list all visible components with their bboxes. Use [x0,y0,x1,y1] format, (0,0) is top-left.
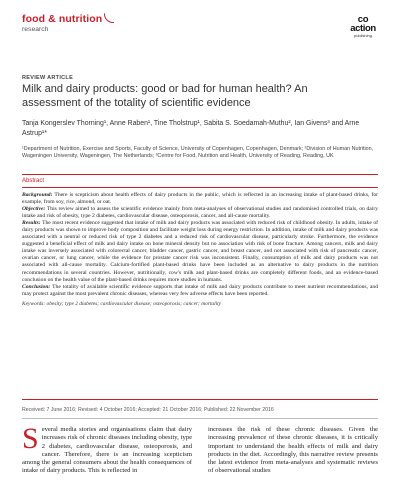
author-list: Tanja Kongerslev Thorning¹, Anne Raben¹, Tine Tholstrup¹, Sabita S. Soedamah-Muthu², Ian Givens³ and Arne Astrup¹* [22,120,360,137]
abstract-end-divider [22,399,378,400]
affiliations: ¹Department of Nutrition, Exercise and Sports, Faculty of Science, University of Copenhagen, Copenhagen, Denmark; ²Division of Human Nutrition, Wageningen University, Wageningen, The Netherlands; ³Centre for Food, Nutrition and Health, University of Reading, Reading, UK [22,146,374,160]
abstract-section [22,174,378,400]
journal-brand[interactable] [22,13,114,33]
abstract-divider [22,187,378,188]
abstract-label: Abstract [22,178,45,184]
abstract-conclusion: Conclusion: The totality of available scientific evidence supports that intake of milk and dairy products contribute to meet nutrient recommendations, and may protect against the most prevalent chronic diseases, whereas very few adverse effects have been reported. [22,283,378,297]
abstract-objective: Objective: This review aimed to assess the scientific evidence mainly from meta-analyses of observational studies and randomised controlled trials, on dairy intake and risk of obesity, type 2 diabetes, cardiovascular disease, osteoporosis, cancer, and all-cause mortality. [22,206,378,220]
body-divider [22,418,378,419]
publisher-logo-line2: action [350,22,376,34]
body-text-left: everal media stories and organisations claim that dairy increases risk of chronic diseases including obesity, type 2 diabetes, cardiovascular disease, osteoporosis, and cancer. Therefore, there is an increasing scepticism among the general consumers about the health consequences of intake of dairy products. This is reflected in [22,426,192,475]
publisher-logo-line3: publishing [353,33,372,38]
publication-dates: Received: 7 June 2016; Revised: 4 October 2016; Accepted: 21 October 2016; Published: 22 November 2016 [22,407,274,413]
body-column-left [22,422,192,476]
keywords: Keywords: obesity; type 2 diabetes; cardiovascular disease; osteoporosis; cancer; mortality [22,300,221,307]
abstract-background: Background: There is scepticism about health effects of dairy products in the public, which is reflected in an increasing intake of plant-based drinks, for example, from soy, rice, almond, or oat. [22,192,378,206]
results-label: Results: [22,220,41,227]
conclusion-label: Conclusion: [22,283,51,290]
body-column-right: increases the risk of these chronic diseases. Given the increasing prevalence of these chronic diseases, it is critically important to understand the health effects of milk and dairy products in the diet. Accordingly, this narrative review presents the latest evidence from meta-analyses and systematic reviews of observational studies [208,426,378,475]
abstract-body [22,192,378,298]
dropcap: S [22,422,39,455]
journal-name: food & nutrition [22,13,114,25]
publisher-logo[interactable] [348,15,378,38]
objective-label: Objective: [22,206,46,213]
article-title: Milk and dairy products: good or bad for human health? An assessment of the totality of scientific evidence [22,83,308,109]
background-label: Background: [22,192,53,198]
abstract-results: Results: The most recent evidence suggested that intake of milk and dairy products was associated with reduced risk of childhood obesity. In adults, intake of dairy products was shown to improve body composition and facilitate weight loss during energy restriction. In addition, intake of milk and dairy products was associated with a neutral or reduced risk of type 2 diabetes and a reduced risk of cardiovascular disease, particularly stroke. Furthermore, the evidence suggested a beneficial effect of milk and dairy intake on bone mineral density but no association with risk of bone fracture. Among cancers, milk and dairy intake was inversely associated with colorectal cancer, bladder cancer, gastric cancer, and breast cancer, and not associated with risk of pancreatic cancer, ovarian cancer, or lung cancer, while the evidence for prostate cancer risk was inconsistent. Finally, consumption of milk and dairy products was not associated with all-cause mortality. Calcium-fortified plant-based drinks have been included as an alternative to dairy products in the nutrition recommendations in several countries. However, nutritionally, cow's milk and plant-based drinks are completely different foods, and an evidence-based conclusion on the health value of the plant-based drinks requires more studies in humans. [22,220,378,283]
journal-header [22,13,378,49]
journal-subtitle: research [22,26,49,33]
publisher-logo-line1: co [357,14,369,25]
swoosh-icon [104,13,114,23]
article-type: REVIEW ARTICLE [22,75,74,81]
